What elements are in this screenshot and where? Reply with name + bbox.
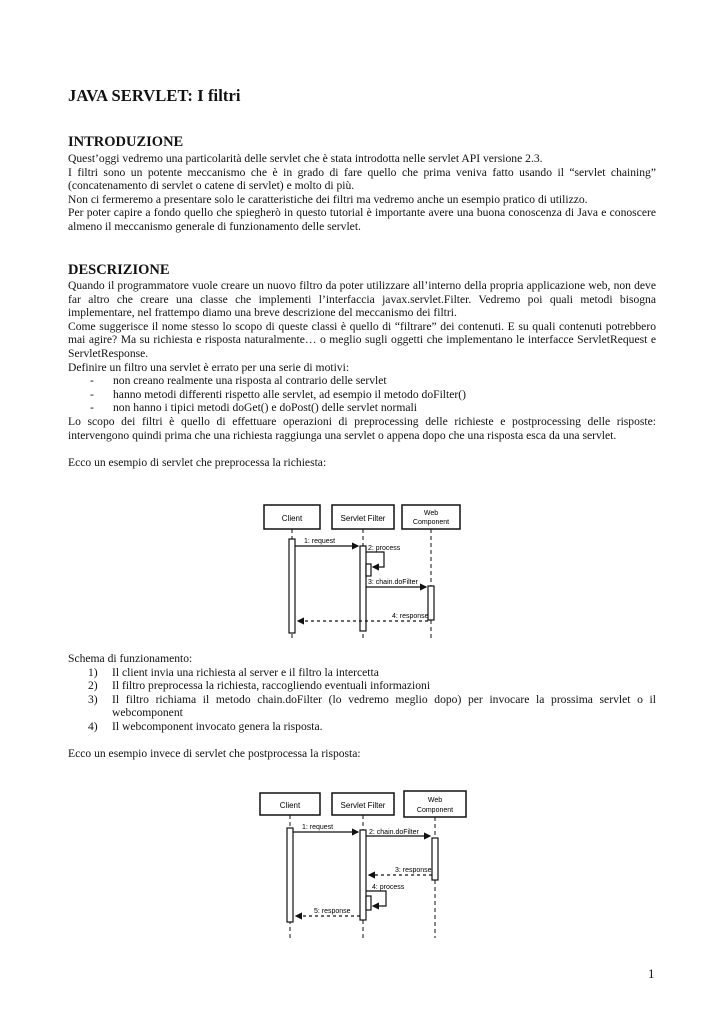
activation-bars <box>287 828 438 922</box>
list-item: 1) Il client invia una richiesta al server e il filtro la intercetta <box>88 665 379 679</box>
page-number: 1 <box>648 966 655 981</box>
intro-body <box>68 152 656 234</box>
example1-intro: Ecco un esempio di servlet che preprocessa la richiesta: <box>68 455 327 469</box>
list-item: - hanno metodi differenti rispetto alle servlet, ad esempio il metodo doFilter() <box>90 387 466 401</box>
description-line: Quando il programmatore vuole creare un nuovo filtro da poter utilizzare all’interno della propria applicazione web, non deve far altro che creare una classe che implementi l’interfaccia javax.servlet.Filter. Vedremo poi quali metodi bisogna implementare, nel frattempo diamo una breve descrizione del meccanismo dei filtri. <box>68 279 656 320</box>
list-item: - non creano realmente una risposta al contrario delle servlet <box>90 374 387 388</box>
message-label: 2: chain.doFilter <box>369 829 419 836</box>
svg-text:Web: Web <box>423 510 439 517</box>
message-label: 3: chain.doFilter <box>368 579 418 586</box>
svg-text:Component: Component <box>416 807 454 814</box>
description-line: Definire un filtro una servlet è errato per una serie di motivi: <box>68 360 350 374</box>
actor-client <box>264 505 320 529</box>
schema-steps <box>68 666 656 734</box>
schema-section <box>68 652 656 761</box>
svg-text:Component: Component <box>412 519 450 526</box>
section-heading-description: DESCRIZIONE <box>68 262 170 278</box>
svg-text:Web: Web <box>427 797 443 804</box>
message-label: 4: process <box>372 884 405 891</box>
intro-line: Per poter capire a fondo quello che spiegherò in questo tutorial è importante avere una buona conoscenza di Java e conoscere almeno il meccanismo generale di funzionamento delle servlet. <box>68 206 656 233</box>
list-item: - non hanno i tipici metodi doGet() e doPost() delle servlet normali <box>90 401 417 415</box>
example2-intro: Ecco un esempio invece di servlet che postprocessa la risposta: <box>68 747 361 761</box>
message-label: 1: request <box>304 538 336 545</box>
message-label: 1: request <box>302 824 334 831</box>
sequence-diagram-postprocess <box>258 790 468 940</box>
intro-line: Non ci fermeremo a presentare solo le caratteristiche dei filtri ma vedremo anche un esempio pratico di utilizzo. <box>68 192 588 206</box>
actor-servlet-filter <box>332 793 394 815</box>
svg-text:Client: Client <box>281 514 303 523</box>
list-item: 2) Il filtro preprocessa la richiesta, raccogliendo eventuali informazioni <box>88 679 431 693</box>
svg-text:Client: Client <box>279 801 301 810</box>
description-body <box>68 279 656 469</box>
message-label: 3: response <box>395 867 432 874</box>
intro-line: Quest’oggi vedremo una particolarità delle servlet che è stata introdotta nelle servlet API versione 2.3. <box>68 152 543 165</box>
message-label: 2: process <box>368 545 401 552</box>
message-label: 4: response <box>392 613 429 620</box>
reasons-list <box>68 374 656 415</box>
list-item: 4) Il webcomponent invocato genera la risposta. <box>88 719 323 733</box>
section-heading-intro: INTRODUZIONE <box>68 134 184 150</box>
list-item: 3) Il filtro richiama il metodo chain.doFilter (lo vedremo meglio dopo) per invocare la prossima servlet o il webcomponent <box>88 692 656 720</box>
svg-text:Servlet Filter: Servlet Filter <box>340 801 386 810</box>
actor-client <box>260 793 320 815</box>
actor-web-component <box>404 791 466 817</box>
description-line: Come suggerisce il nome stesso lo scopo di queste classi è quello di “filtrare” dei contenuti. E su quali contenuti potrebbero mai agire? Ma su richiesta e risposta naturalmente… o meglio sugli oggetti che implementano le interfacce ServletRequest e ServletResponse. <box>68 319 656 360</box>
schema-heading: Schema di funzionamento: <box>68 652 193 665</box>
svg-text:Servlet Filter: Servlet Filter <box>340 514 386 523</box>
intro-line: I filtri sono un potente meccanismo che è in grado di fare quello che prima veniva fatto usando il “servlet chaining” (concatenamento di servlet o catene di servlet) e molto di più. <box>68 165 656 193</box>
sequence-diagram-preprocess <box>262 502 462 640</box>
actor-web-component <box>402 505 460 529</box>
page-title: JAVA SERVLET: I filtri <box>68 86 241 105</box>
message-label: 5: response <box>314 908 351 915</box>
description-line: Lo scopo dei filtri è quello di effettuare operazioni di preprocessing delle richieste e postprocessing delle risposte: intervengono quindi prima che una richiesta raggiunga una servlet o appena dopo che una risposta esca da una servlet. <box>68 414 656 442</box>
actor-servlet-filter <box>332 505 394 529</box>
